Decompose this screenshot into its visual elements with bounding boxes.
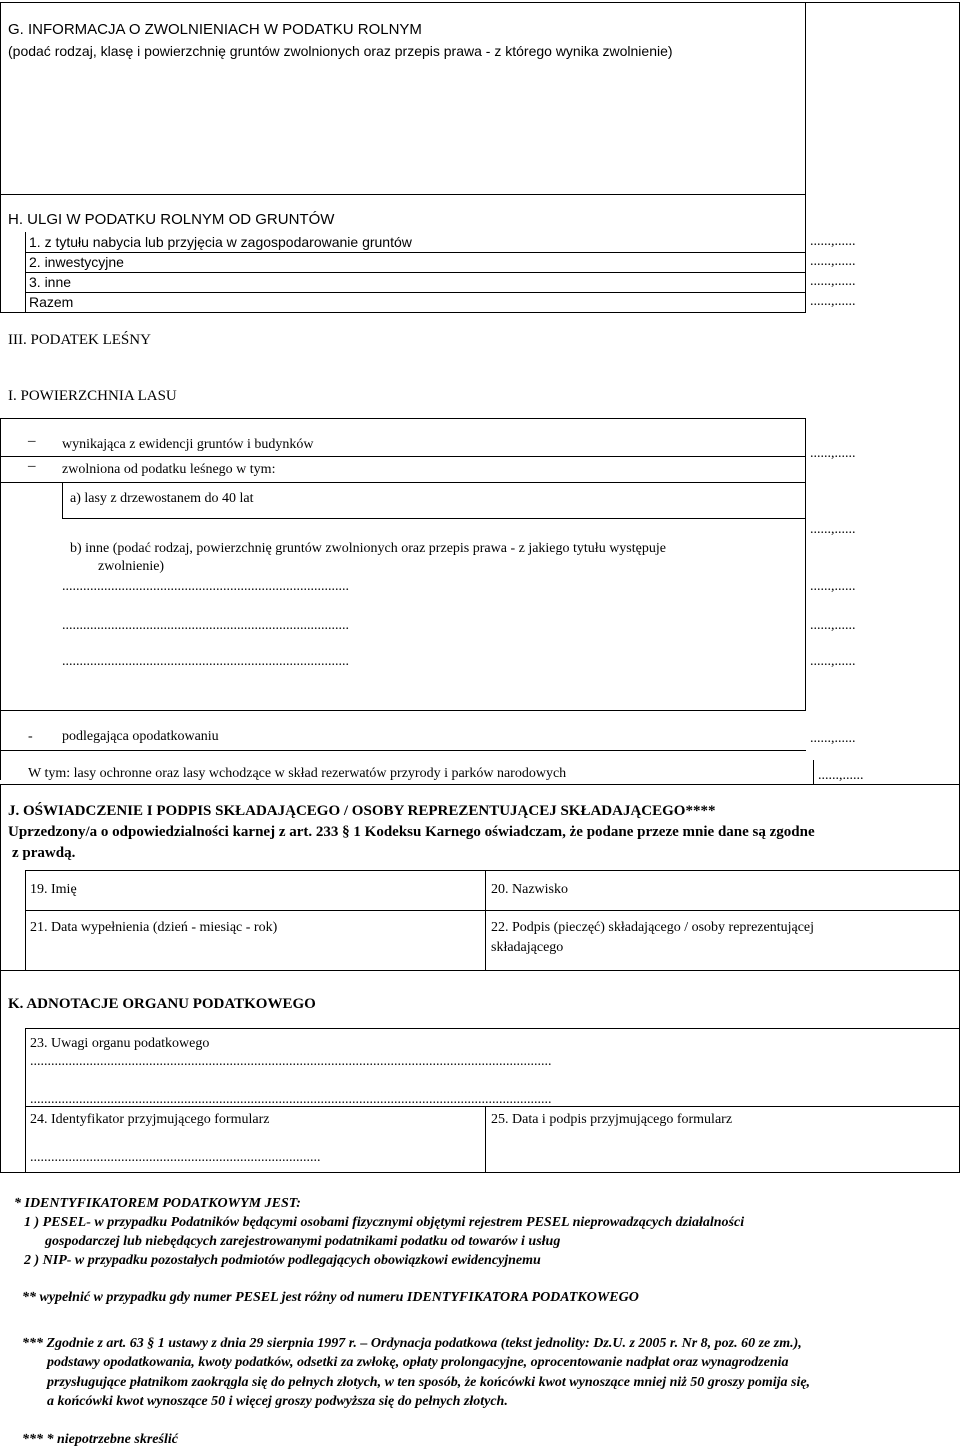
footnote-1a-line1: 1 ) PESEL- w przypadku Podatników będącymi osobami fizycznymi objętymi rejestrem PESEL nieprowadzących działalności <box>24 1215 745 1230</box>
podlegajaca-dash: - <box>28 729 33 744</box>
field-20-nazwisko[interactable]: 20. Nazwisko <box>491 882 568 897</box>
podlegajaca-value[interactable]: ......,...... <box>810 731 856 746</box>
section-h-title: H. ULGI W PODATKU ROLNYM OD GRUNTÓW <box>8 211 335 228</box>
inne-value-1[interactable]: ......,...... <box>810 579 856 594</box>
dash-marker: – <box>28 458 36 474</box>
section-g-subtitle: (podać rodzaj, klasę i powierzchnię gruntów zwolnionych oraz przepis prawa - z którego wynika zwolnienie) <box>8 43 673 59</box>
section-3-title: III. PODATEK LEŚNY <box>8 332 151 348</box>
ulga-row-2-label: 2. inwestycyjne <box>29 254 124 270</box>
ulga-row-1-label: 1. z tytułu nabycia lub przyjęcia w zagospodarowanie gruntów <box>29 234 412 250</box>
inne-label-line1: b) inne (podać rodzaj, powierzchnię gruntów zwolnionych oraz przepis prawa - z jakiego tytułu występuje <box>70 541 666 556</box>
dash-marker: – <box>28 433 36 449</box>
lasy-40-label: a) lasy z drzewostanem do 40 lat <box>70 491 254 506</box>
footnote-3-line3: przysługujące płatnikom zaokrągla się do pełnych złotych, w ten sposób, że końcówki kwot wynoszące mniej niż 50 groszy pomija się, <box>47 1375 811 1390</box>
footnote-2: ** wypełnić w przypadku gdy numer PESEL jest różny od numeru IDENTYFIKATORA PODATKOWEGO <box>22 1290 639 1305</box>
field-19-imie[interactable]: 19. Imię <box>30 882 77 897</box>
oswiadczenie-line2: z prawdą. <box>12 845 76 861</box>
ulga-row-1-value[interactable]: ......,...... <box>810 234 856 249</box>
uwagi-line-1[interactable]: ..................................................................................................................................................... <box>30 1054 552 1069</box>
field-25-data-podpis[interactable]: 25. Data i podpis przyjmującego formularz <box>491 1112 733 1127</box>
podlegajaca-label: podlegająca opodatkowaniu <box>62 729 219 744</box>
lasy-40-value[interactable]: ......,...... <box>810 522 856 537</box>
powierzchnia-lasu-title: I. POWIERZCHNIA LASU <box>8 388 177 404</box>
ulga-row-2-value[interactable]: ......,...... <box>810 254 856 269</box>
field-22-podpis-line1[interactable]: 22. Podpis (pieczęć) składającego / osoby reprezentującej <box>491 920 815 935</box>
identyfikator-line[interactable]: ................................................................................... <box>30 1150 321 1165</box>
oswiadczenie-line1: Uprzedzony/a o odpowiedzialności karnej z art. 233 § 1 Kodeksu Karnego oświadczam, że podane przeze mnie dane są zgodne <box>8 824 815 840</box>
wynikajaca-value[interactable]: ......,...... <box>810 446 856 461</box>
ulga-total-value[interactable]: ......,...... <box>810 294 856 309</box>
w-tym-value[interactable]: ......,...... <box>818 768 864 783</box>
wynikajaca-label: wynikająca z ewidencji gruntów i budynków <box>62 437 314 452</box>
footnote-1a-line2: gospodarczej lub niebędących zarejestrowanymi podatnikami podatku od towarów i usług <box>45 1234 561 1249</box>
footnote-4: *** * niepotrzebne skreślić <box>22 1432 178 1447</box>
inne-detail-3[interactable]: .................................................................................. <box>62 654 349 669</box>
footnote-3-line4: a końcówki kwot wynoszące 50 i więcej groszy podwyższa się do pełnych złotych. <box>47 1394 508 1409</box>
ulga-total-label: Razem <box>29 294 74 310</box>
footnote-3-line2: podstawy opodatkowania, kwoty podatków, odsetki za zwłokę, opłaty prolongacyjne, oprocentowanie nadpłat oraz wynagrodzenia <box>47 1355 789 1370</box>
footnote-1b: 2 ) NIP- w przypadku pozostałych podmiotów podlegających obowiązkowi ewidencyjnemu <box>24 1253 541 1268</box>
section-k-title: K. ADNOTACJE ORGANU PODATKOWEGO <box>8 996 316 1012</box>
field-23-uwagi: 23. Uwagi organu podatkowego <box>30 1036 210 1051</box>
inne-value-2[interactable]: ......,...... <box>810 618 856 633</box>
section-g-title: G. INFORMACJA O ZWOLNIENIACH W PODATKU ROLNYM <box>8 21 422 38</box>
field-24-identyfikator[interactable]: 24. Identyfikator przyjmującego formularz <box>30 1112 270 1127</box>
inne-value-3[interactable]: ......,...... <box>810 654 856 669</box>
w-tym-label: W tym: lasy ochronne oraz lasy wchodzące w skład rezerwatów przyrody i parków narodowych <box>28 766 567 781</box>
field-21-data[interactable]: 21. Data wypełnienia (dzień - miesiąc - rok) <box>30 920 278 935</box>
field-22-podpis-line2: składającego <box>491 940 564 955</box>
footnote-1: * IDENTYFIKATOREM PODATKOWYM JEST: <box>14 1196 301 1211</box>
inne-label-line2: zwolnienie) <box>98 559 165 574</box>
uwagi-line-2[interactable]: ..................................................................................................................................................... <box>30 1092 552 1107</box>
ulga-row-3-label: 3. inne <box>29 274 72 290</box>
ulga-row-3-value[interactable]: ......,...... <box>810 274 856 289</box>
inne-detail-1[interactable]: .................................................................................. <box>62 579 349 594</box>
section-j-title: J. OŚWIADCZENIE I PODPIS SKŁADAJĄCEGO / OSOBY REPREZENTUJĄCEJ SKŁADAJĄCEGO**** <box>8 803 716 819</box>
inne-detail-2[interactable]: .................................................................................. <box>62 618 349 633</box>
zwolniona-label: zwolniona od podatku leśnego w tym: <box>62 462 276 477</box>
section-g-input-area[interactable] <box>1 62 804 192</box>
footnote-3-line1: *** Zgodnie z art. 63 § 1 ustawy z dnia 29 sierpnia 1997 r. – Ordynacja podatkowa (tekst jednolity: Dz.U. z 2005 r. Nr 8, poz. 60 ze zm.), <box>22 1336 802 1351</box>
